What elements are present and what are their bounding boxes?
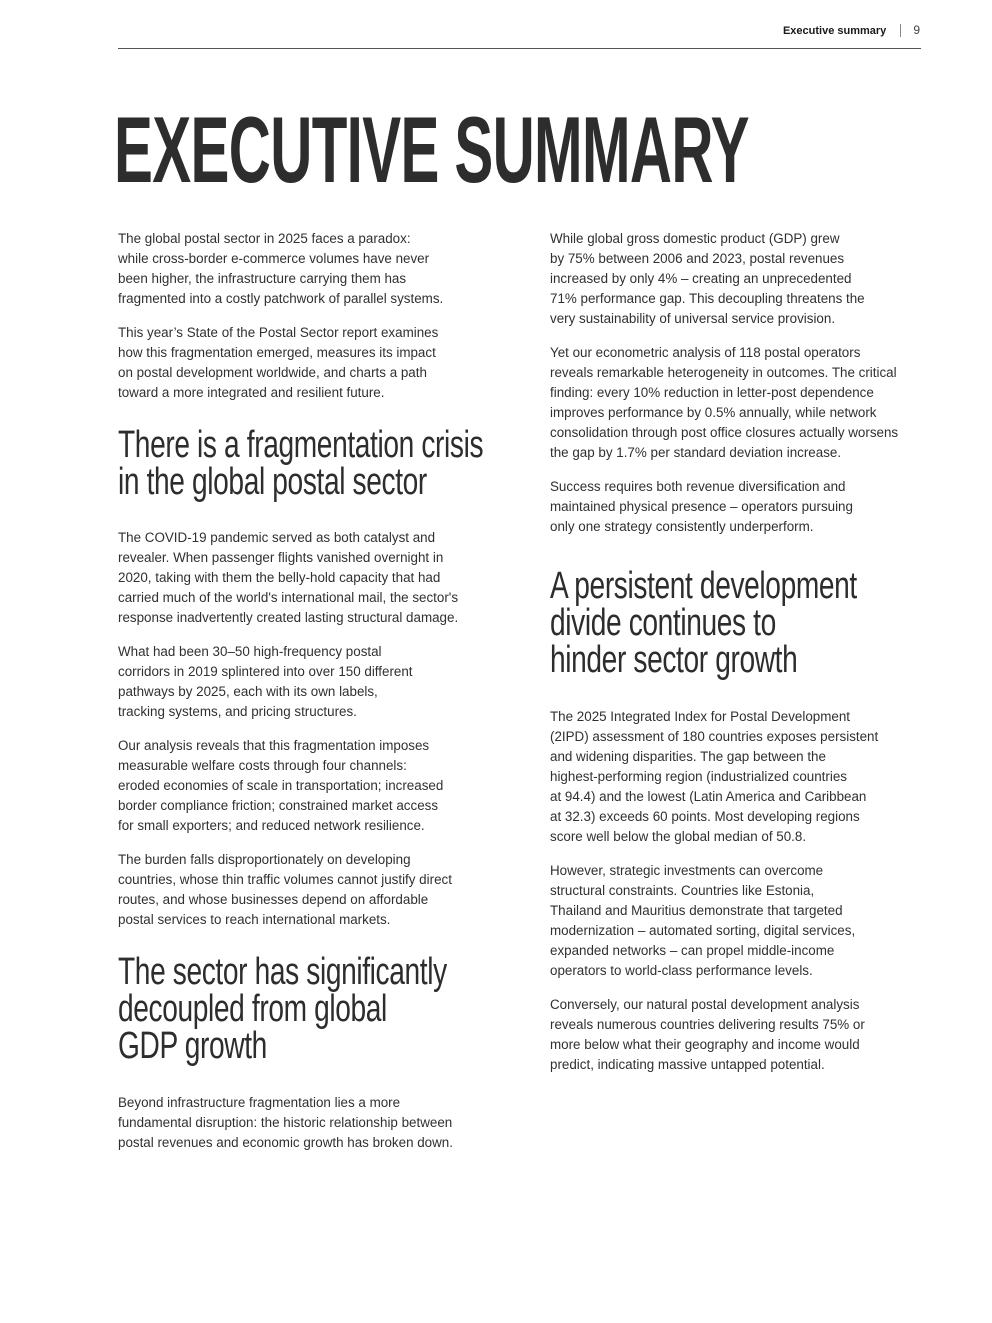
text-line: finding: every 10% reduction in letter-post dependence xyxy=(550,385,874,400)
text-line: fragmented into a costly patchwork of parallel systems. xyxy=(118,291,444,306)
text-line: What had been 30–50 high-frequency postal xyxy=(118,644,382,659)
text-line: only one strategy consistently underperform. xyxy=(550,519,814,534)
text-line: highest-performing region (industrialized countries xyxy=(550,769,847,784)
text-line: Conversely, our natural postal development analysis xyxy=(550,997,860,1012)
text-line: the gap by 1.7% per standard deviation increase. xyxy=(550,445,842,460)
text-line: Beyond infrastructure fragmentation lies a more xyxy=(118,1095,401,1110)
paragraph xyxy=(550,229,920,329)
text-line: Thailand and Mauritius demonstrate that targeted xyxy=(550,903,843,918)
header-divider xyxy=(900,24,901,37)
text-line: tracking systems, and pricing structures. xyxy=(118,704,357,719)
text-line: while cross-border e-commerce volumes have never xyxy=(118,251,430,266)
text-line: Success requires both revenue diversification and xyxy=(550,479,846,494)
text-line: score well below the global median of 50.8. xyxy=(550,829,807,844)
text-line: pathways by 2025, each with its own labels, xyxy=(118,684,378,699)
text-line: consolidation through post office closures actually worsens xyxy=(550,425,899,440)
text-line: how this fragmentation emerged, measures its impact xyxy=(118,345,436,360)
text-line: eroded economies of scale in transportation; increased xyxy=(118,778,444,793)
text-line: The 2025 Integrated Index for Postal Development xyxy=(550,709,850,724)
paragraph xyxy=(550,477,920,537)
text-line: by 75% between 2006 and 2023, postal revenues xyxy=(550,251,845,266)
left-column xyxy=(118,229,484,1167)
text-line: and widening disparities. The gap between the xyxy=(550,749,826,764)
heading-fragmentation-crisis xyxy=(118,424,484,503)
section-heading xyxy=(118,951,447,1067)
paragraph xyxy=(118,323,480,403)
page-number: 9 xyxy=(913,23,920,37)
section-heading xyxy=(550,565,857,681)
text-line: 2020, taking with them the belly-hold capacity that had xyxy=(118,570,441,585)
heading-line: decoupled from global xyxy=(118,988,387,1030)
heading-line: A persistent development xyxy=(550,565,857,607)
intro-text xyxy=(118,229,480,403)
heading-decoupled-gdp xyxy=(118,951,480,1067)
heading-line: divide continues to xyxy=(550,602,776,644)
heading-line: GDP growth xyxy=(118,1025,267,1067)
page-title: EXECUTIVE SUMMARY xyxy=(114,97,749,202)
paragraph xyxy=(118,642,480,722)
text-line: The COVID-19 pandemic served as both catalyst and xyxy=(118,530,436,545)
text-line: routes, and whose businesses depend on affordable xyxy=(118,892,429,907)
text-line: increased by only 4% – creating an unprecedented xyxy=(550,271,852,286)
text-line: carried much of the world's international mail, the sector's xyxy=(118,590,459,605)
text-line: structural constraints. Countries like Estonia, xyxy=(550,883,815,898)
paragraph xyxy=(118,528,480,628)
text-line: The burden falls disproportionately on developing xyxy=(118,852,411,867)
text-line: The global postal sector in 2025 faces a paradox: xyxy=(118,231,411,246)
section-heading xyxy=(118,424,484,503)
text-line: improves performance by 0.5% annually, while network xyxy=(550,405,877,420)
paragraph xyxy=(550,343,920,463)
text-line: While global gross domestic product (GDP) grew xyxy=(550,231,840,246)
text-line: at 94.4) and the lowest (Latin America and Caribbean xyxy=(550,789,867,804)
heading-line: in the global postal sector xyxy=(118,461,427,503)
text-line: fundamental disruption: the historic relationship between xyxy=(118,1115,453,1130)
text-line: predict, indicating massive untapped potential. xyxy=(550,1057,825,1072)
text-line: (2IPD) assessment of 180 countries exposes persistent xyxy=(550,729,879,744)
paragraph xyxy=(550,707,920,847)
heading-development-divide xyxy=(550,565,920,681)
text-line: 71% performance gap. This decoupling threatens the xyxy=(550,291,865,306)
text-line: more below what their geography and income would xyxy=(550,1037,860,1052)
paragraph xyxy=(118,850,480,930)
paragraph xyxy=(550,995,920,1075)
text-line: postal services to reach international markets. xyxy=(118,912,391,927)
paragraph xyxy=(118,736,480,836)
heading-line: hinder sector growth xyxy=(550,639,798,681)
text-line: expanded networks – can propel middle-income xyxy=(550,943,835,958)
text-line: maintained physical presence – operators pursuing xyxy=(550,499,853,514)
development-divide-text xyxy=(550,707,920,1075)
text-line: reveals remarkable heterogeneity in outcomes. The critical xyxy=(550,365,897,380)
text-line: reveals numerous countries delivering results 75% or xyxy=(550,1017,865,1032)
paragraph xyxy=(550,861,920,981)
text-line: countries, whose thin traffic volumes cannot justify direct xyxy=(118,872,452,887)
running-header-section: Executive summary xyxy=(782,25,887,37)
text-line: Yet our econometric analysis of 118 postal operators xyxy=(550,345,861,360)
text-line: response inadvertently created lasting structural damage. xyxy=(118,610,459,625)
text-line: Our analysis reveals that this fragmentation imposes xyxy=(118,738,430,753)
text-line: modernization – automated sorting, digital services, xyxy=(550,923,856,938)
heading-line: The sector has significantly xyxy=(118,951,447,993)
text-line: measurable welfare costs through four channels: xyxy=(118,758,407,773)
heading-line: There is a fragmentation crisis xyxy=(118,424,484,466)
text-line: for small exporters; and reduced network resilience. xyxy=(118,818,425,833)
text-line: operators to world-class performance levels. xyxy=(550,963,813,978)
text-line: on postal development worldwide, and charts a path xyxy=(118,365,427,380)
gdp-gap-text xyxy=(550,229,920,537)
text-line: very sustainability of universal service provision. xyxy=(550,311,836,326)
text-line: been higher, the infrastructure carrying them has xyxy=(118,271,407,286)
text-line: revealer. When passenger flights vanished overnight in xyxy=(118,550,444,565)
text-line: However, strategic investments can overcome xyxy=(550,863,824,878)
decoupling-text xyxy=(118,1093,480,1153)
right-column xyxy=(550,229,920,1089)
text-line: border compliance friction; constrained market access xyxy=(118,798,439,813)
text-line: This year’s State of the Postal Sector report examines xyxy=(118,325,439,340)
fragmentation-text xyxy=(118,528,480,930)
paragraph xyxy=(118,229,480,309)
running-header xyxy=(118,22,921,49)
text-line: at 32.3) exceeds 60 points. Most developing regions xyxy=(550,809,860,824)
text-line: postal revenues and economic growth has broken down. xyxy=(118,1135,453,1150)
paragraph xyxy=(118,1093,480,1153)
text-line: toward a more integrated and resilient future. xyxy=(118,385,385,400)
text-line: corridors in 2019 splintered into over 150 different xyxy=(118,664,413,679)
